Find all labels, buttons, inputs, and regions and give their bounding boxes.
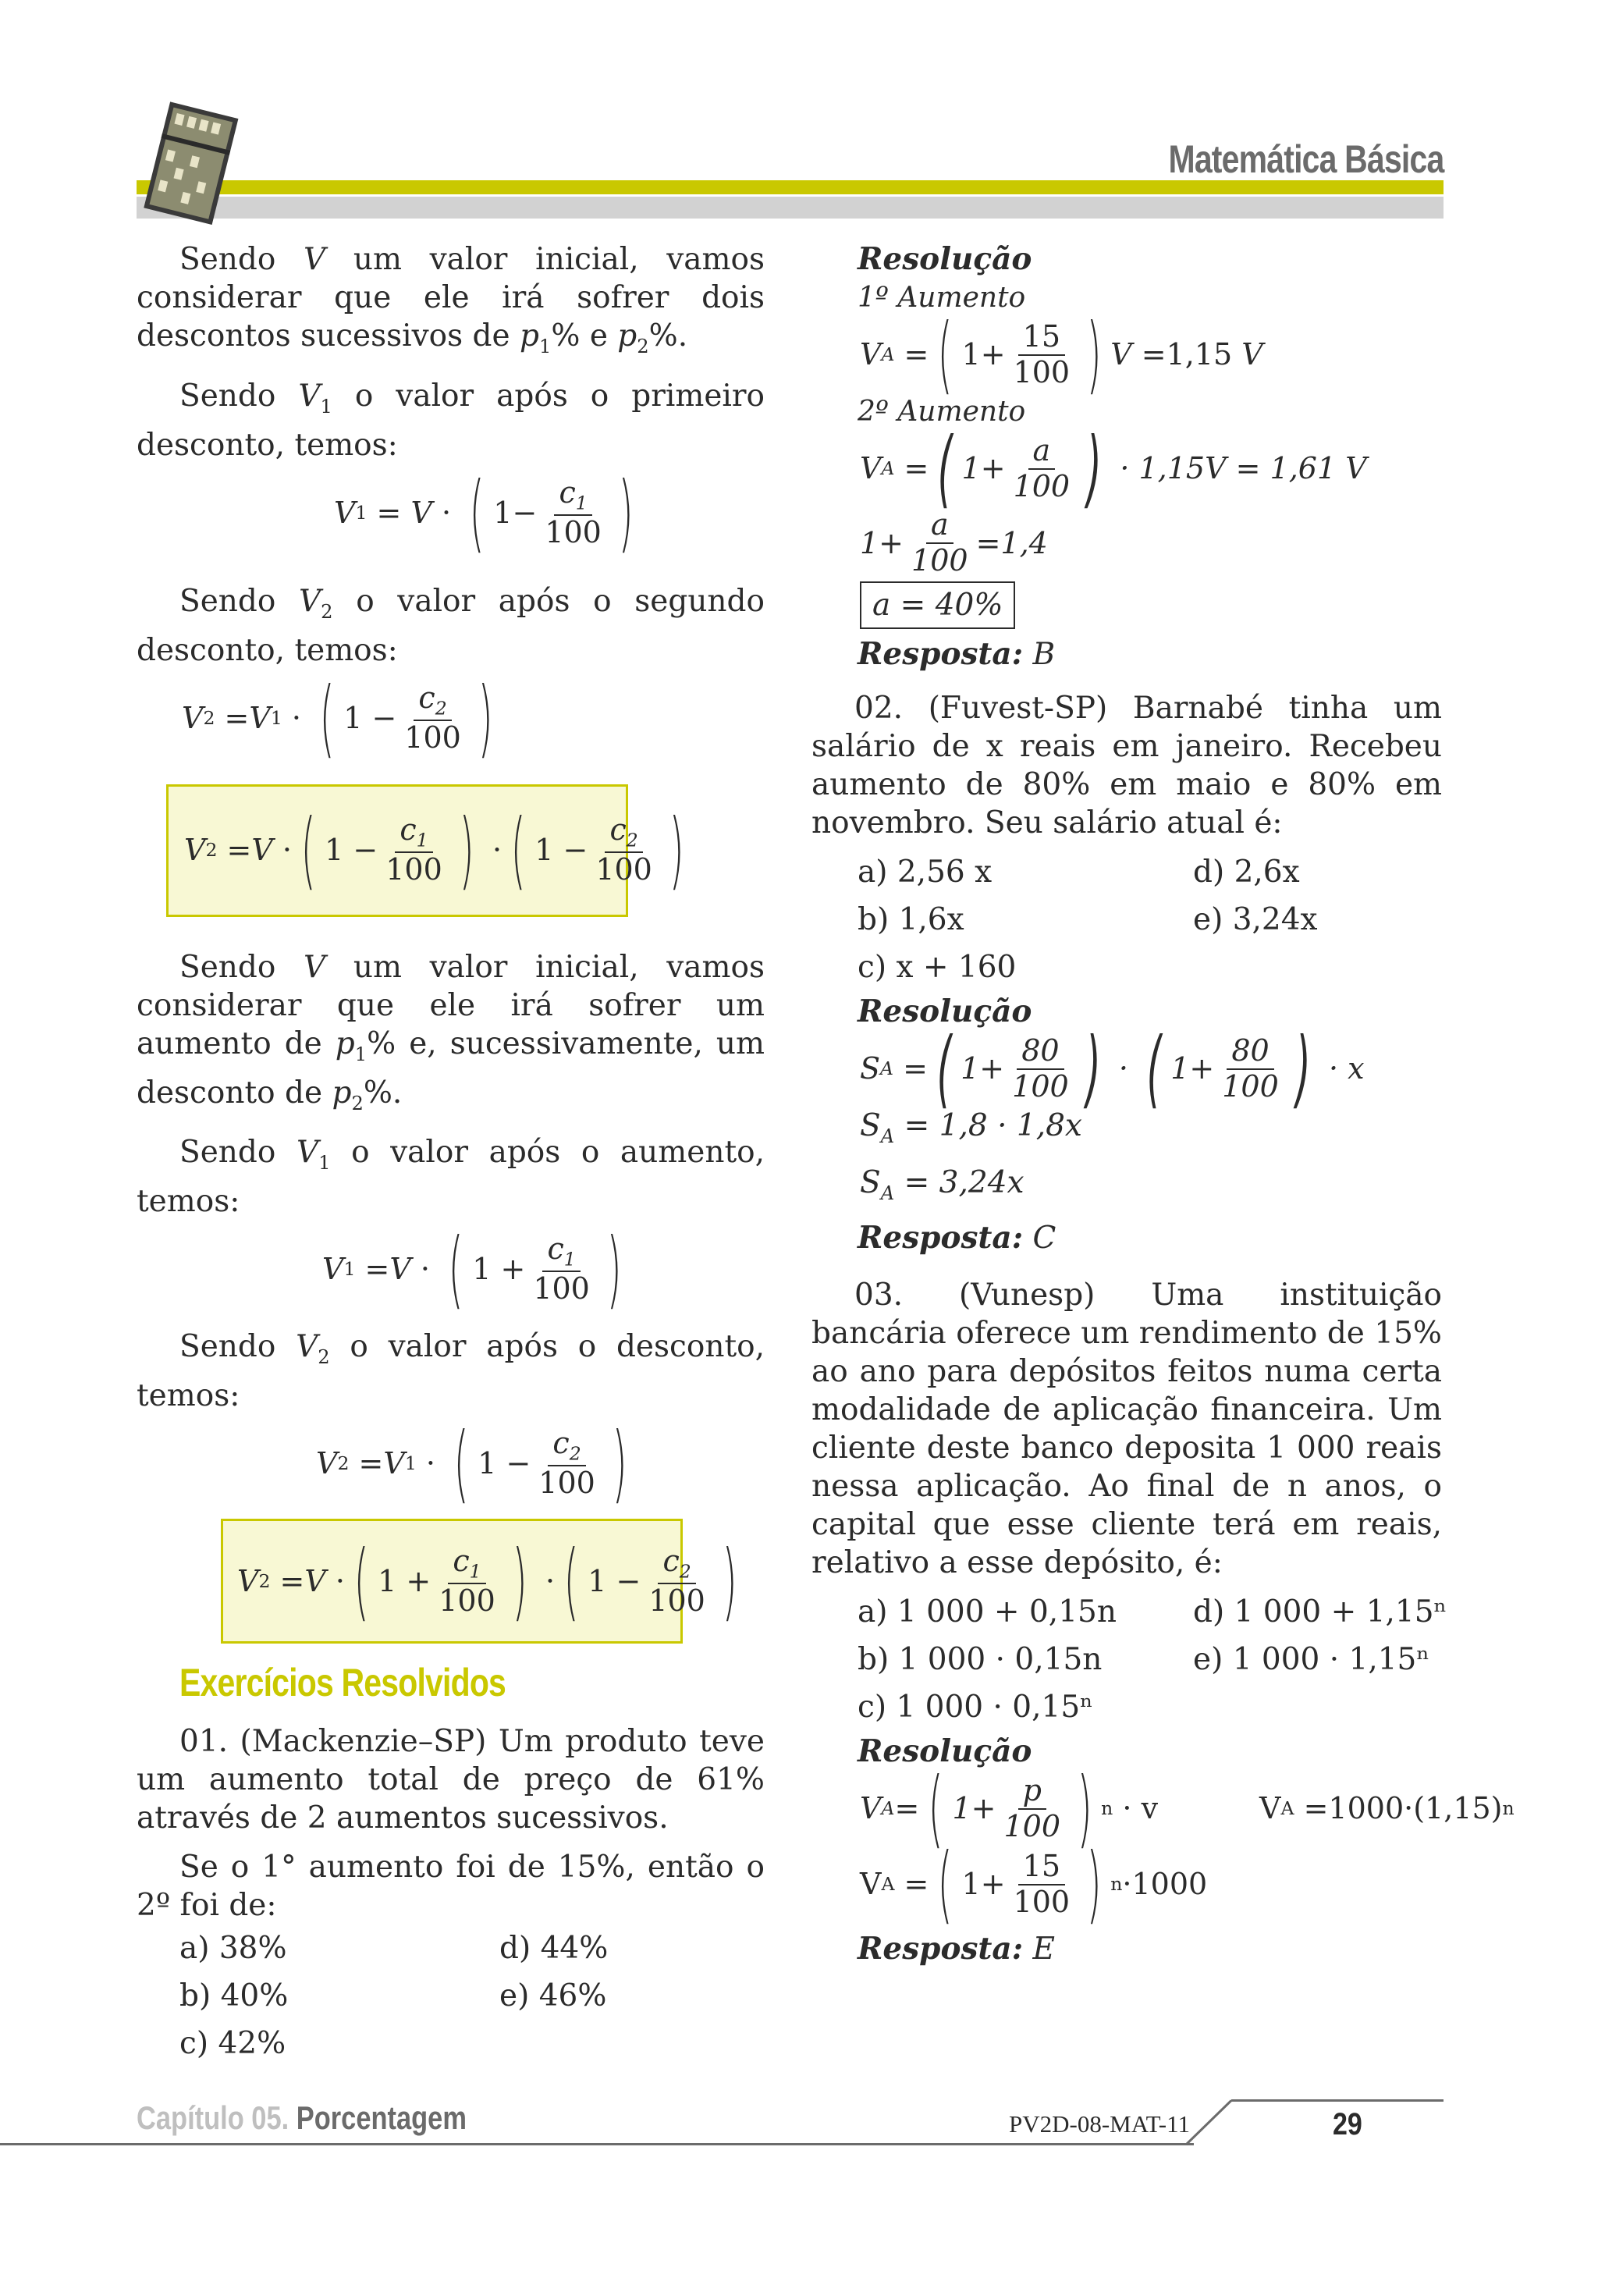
- formula-box-two-discounts: V 2 = V · ( 1 − $\frac{c_1}{100}$ ) · ( 1 − $\frac{c_2}{100}$ ): [166, 784, 628, 917]
- footer-line-right: [1231, 2099, 1444, 2102]
- header-gray-bar: [137, 197, 1444, 219]
- resposta-value: E: [1032, 1932, 1055, 1967]
- exercise-02-text: 02. (Fuvest-SP) Barnabé tinha um salário de x reais em janeiro. Recebeu aumento de 80% em maio e 80% em novembro. Seu salário atual é:: [811, 691, 1442, 841]
- option: c) 42%: [179, 2026, 286, 2062]
- left-column: [137, 240, 765, 2063]
- page-number: 29: [1333, 2107, 1362, 2141]
- resposta-01: [858, 635, 1442, 674]
- exercise-03-text: 03. (Vunesp) Uma instituição bancária oferece um rendimento de 15% ao ano para depósitos feitos numa certa modalidade de aplicação financeira. Um cliente deste banco deposita 1 000 reais nessa aplicação. Ao final de n anos, o capital que esse cliente terá em reais, relativo a esse depósito, é:: [811, 1277, 1442, 1580]
- section-title: Exercícios Resolvidos: [179, 1661, 506, 1705]
- chapter-name: Porcentagem: [296, 2099, 467, 2136]
- formula-va-15: V A = ( 1+ $\frac{15}{100}$ ) n ·1000: [860, 1836, 1208, 1934]
- option: e) 1 000 · 1,15ⁿ: [1193, 1641, 1430, 1677]
- header-title: Matemática Básica: [1168, 137, 1444, 181]
- header-accent-bar: [137, 180, 1444, 194]
- resolucao-label: Resolução: [858, 1733, 1032, 1769]
- option: c) x + 160: [858, 950, 1017, 986]
- aumento-2-label: 2º Aumento: [858, 396, 1026, 428]
- exercise-01-text: 01. (Mackenzie–SP) Um produto teve um aumento total de preço de 61% através de 2 aumentos sucessivos.: [137, 1724, 765, 1836]
- option: b) 1,6x: [858, 902, 964, 938]
- formula-a-equation: 1+ $\frac{a}{100}$ =1,4: [860, 507, 1048, 578]
- option: b) 1 000 · 0,15n: [858, 1641, 1103, 1677]
- exercise-01-question: Se o 1° aumento foi de 15%, então o 2º foi de:: [137, 1850, 765, 1924]
- formula-va-second: V A = ( 1+ $\frac{a}{100}$ ) · 1,15V = 1,61 V: [860, 420, 1367, 518]
- option: a) 2,56 x: [858, 855, 993, 890]
- exercise-03-options: [858, 1593, 1447, 1726]
- exercise-01-options: [179, 1929, 765, 2063]
- chapter-prefix: Capítulo 05.: [137, 2099, 289, 2136]
- footer-code: PV2D-08-MAT-11: [1009, 2110, 1190, 2138]
- option: d) 44%: [499, 1931, 609, 1967]
- option: d) 2,6x: [1193, 855, 1300, 890]
- formula-va-p: V A = ( 1+ $\frac{p}{100}$ ) n · v: [860, 1759, 1159, 1857]
- formula-box-increase-discount: V 2 = V · ( 1 + $\frac{c_1}{100}$ ) · ( 1 − $\frac{c_2}{100}$ ): [221, 1519, 683, 1644]
- formula-va-1000: V A =1000·(1,15) n: [1259, 1791, 1515, 1826]
- formula-v1-aumento: V 1 = V · ( 1 + $\frac{c_1}{100}$ ): [322, 1221, 622, 1319]
- formula-sa-step3: $S_A = 3,24x$: [860, 1165, 1024, 1204]
- resposta-label: Resposta:: [858, 636, 1024, 673]
- aumento-1-label: 1º Aumento: [858, 282, 1026, 314]
- formula-v2-aumento-desconto: V 2 = V 1 · ( 1 − $\frac{c_2}{100}$ ): [316, 1415, 627, 1513]
- paragraph: Sendo V um valor inicial, vamos considerar que ele irá sofrer dois descontos sucessivos de $p_1\%$ e $p_2\%$.: [137, 242, 765, 357]
- paragraph: Sendo $V_1$ o valor após o primeiro desconto, temos:: [137, 378, 765, 463]
- resposta-value: C: [1032, 1220, 1056, 1256]
- paragraph: Sendo $V_2$ o valor após o desconto, temos:: [137, 1329, 765, 1414]
- option: b) 40%: [179, 1978, 289, 2014]
- formula-sa-step2: $S_A = 1,8 \cdot 1,8x$: [860, 1108, 1082, 1148]
- footer-diagonal: [1186, 2099, 1248, 2146]
- resposta-label: Resposta:: [858, 1219, 1024, 1256]
- resposta-label: Resposta:: [858, 1931, 1024, 1967]
- resposta-02: [858, 1219, 1442, 1257]
- paragraph: Sendo V um valor inicial, vamos considerar que ele irá sofrer um aumento de $p_1\%$ e, sucessivamente, um desconto de $p_2\%$.: [137, 949, 765, 1114]
- abacus-logo-icon: [125, 100, 250, 225]
- option: e) 3,24x: [1193, 902, 1318, 938]
- exercise-02-options: [858, 853, 1442, 986]
- resposta-value: B: [1032, 637, 1056, 673]
- formula-v1-desconto: V 1 = V · ( 1− $\frac{c_1}{100}$ ): [334, 464, 634, 562]
- resolucao-label: Resolução: [858, 241, 1032, 277]
- result-a-40: a = 40%: [860, 581, 1015, 629]
- option: a) 38%: [179, 1931, 287, 1967]
- result-box: [860, 581, 1442, 629]
- footer-chapter: [137, 2099, 467, 2137]
- option: c) 1 000 · 0,15ⁿ: [858, 1689, 1094, 1725]
- formula-sa: S A = ( 1+ $\frac{80}{100}$ ) · ( 1+ $\frac{80}{100}$ ) · x: [860, 1020, 1365, 1118]
- resolucao-label: Resolução: [858, 993, 1032, 1030]
- paragraph: Sendo $V_2$ o valor após o segundo desconto, temos:: [137, 583, 765, 668]
- footer-line: [0, 2143, 1194, 2145]
- formula-v2-desconto: V 2 = V 1 · ( 1 − $\frac{c_2}{100}$ ): [182, 669, 493, 767]
- option: d) 1 000 + 1,15ⁿ: [1193, 1594, 1447, 1630]
- right-column: [811, 240, 1515, 1968]
- paragraph: Sendo $V_1$ o valor após o aumento, temos:: [137, 1135, 765, 1220]
- option: e) 46%: [499, 1978, 607, 2014]
- sa-step3-value: = 3,24x: [904, 1165, 1024, 1201]
- sa-step2-value: = 1,8 · 1,8x: [904, 1108, 1082, 1144]
- formula-va-first: V A = ( 1+ $\frac{15}{100}$ ) V =1,15 V: [860, 306, 1263, 403]
- resposta-03: [858, 1930, 1442, 1968]
- option: a) 1 000 + 0,15n: [858, 1594, 1117, 1630]
